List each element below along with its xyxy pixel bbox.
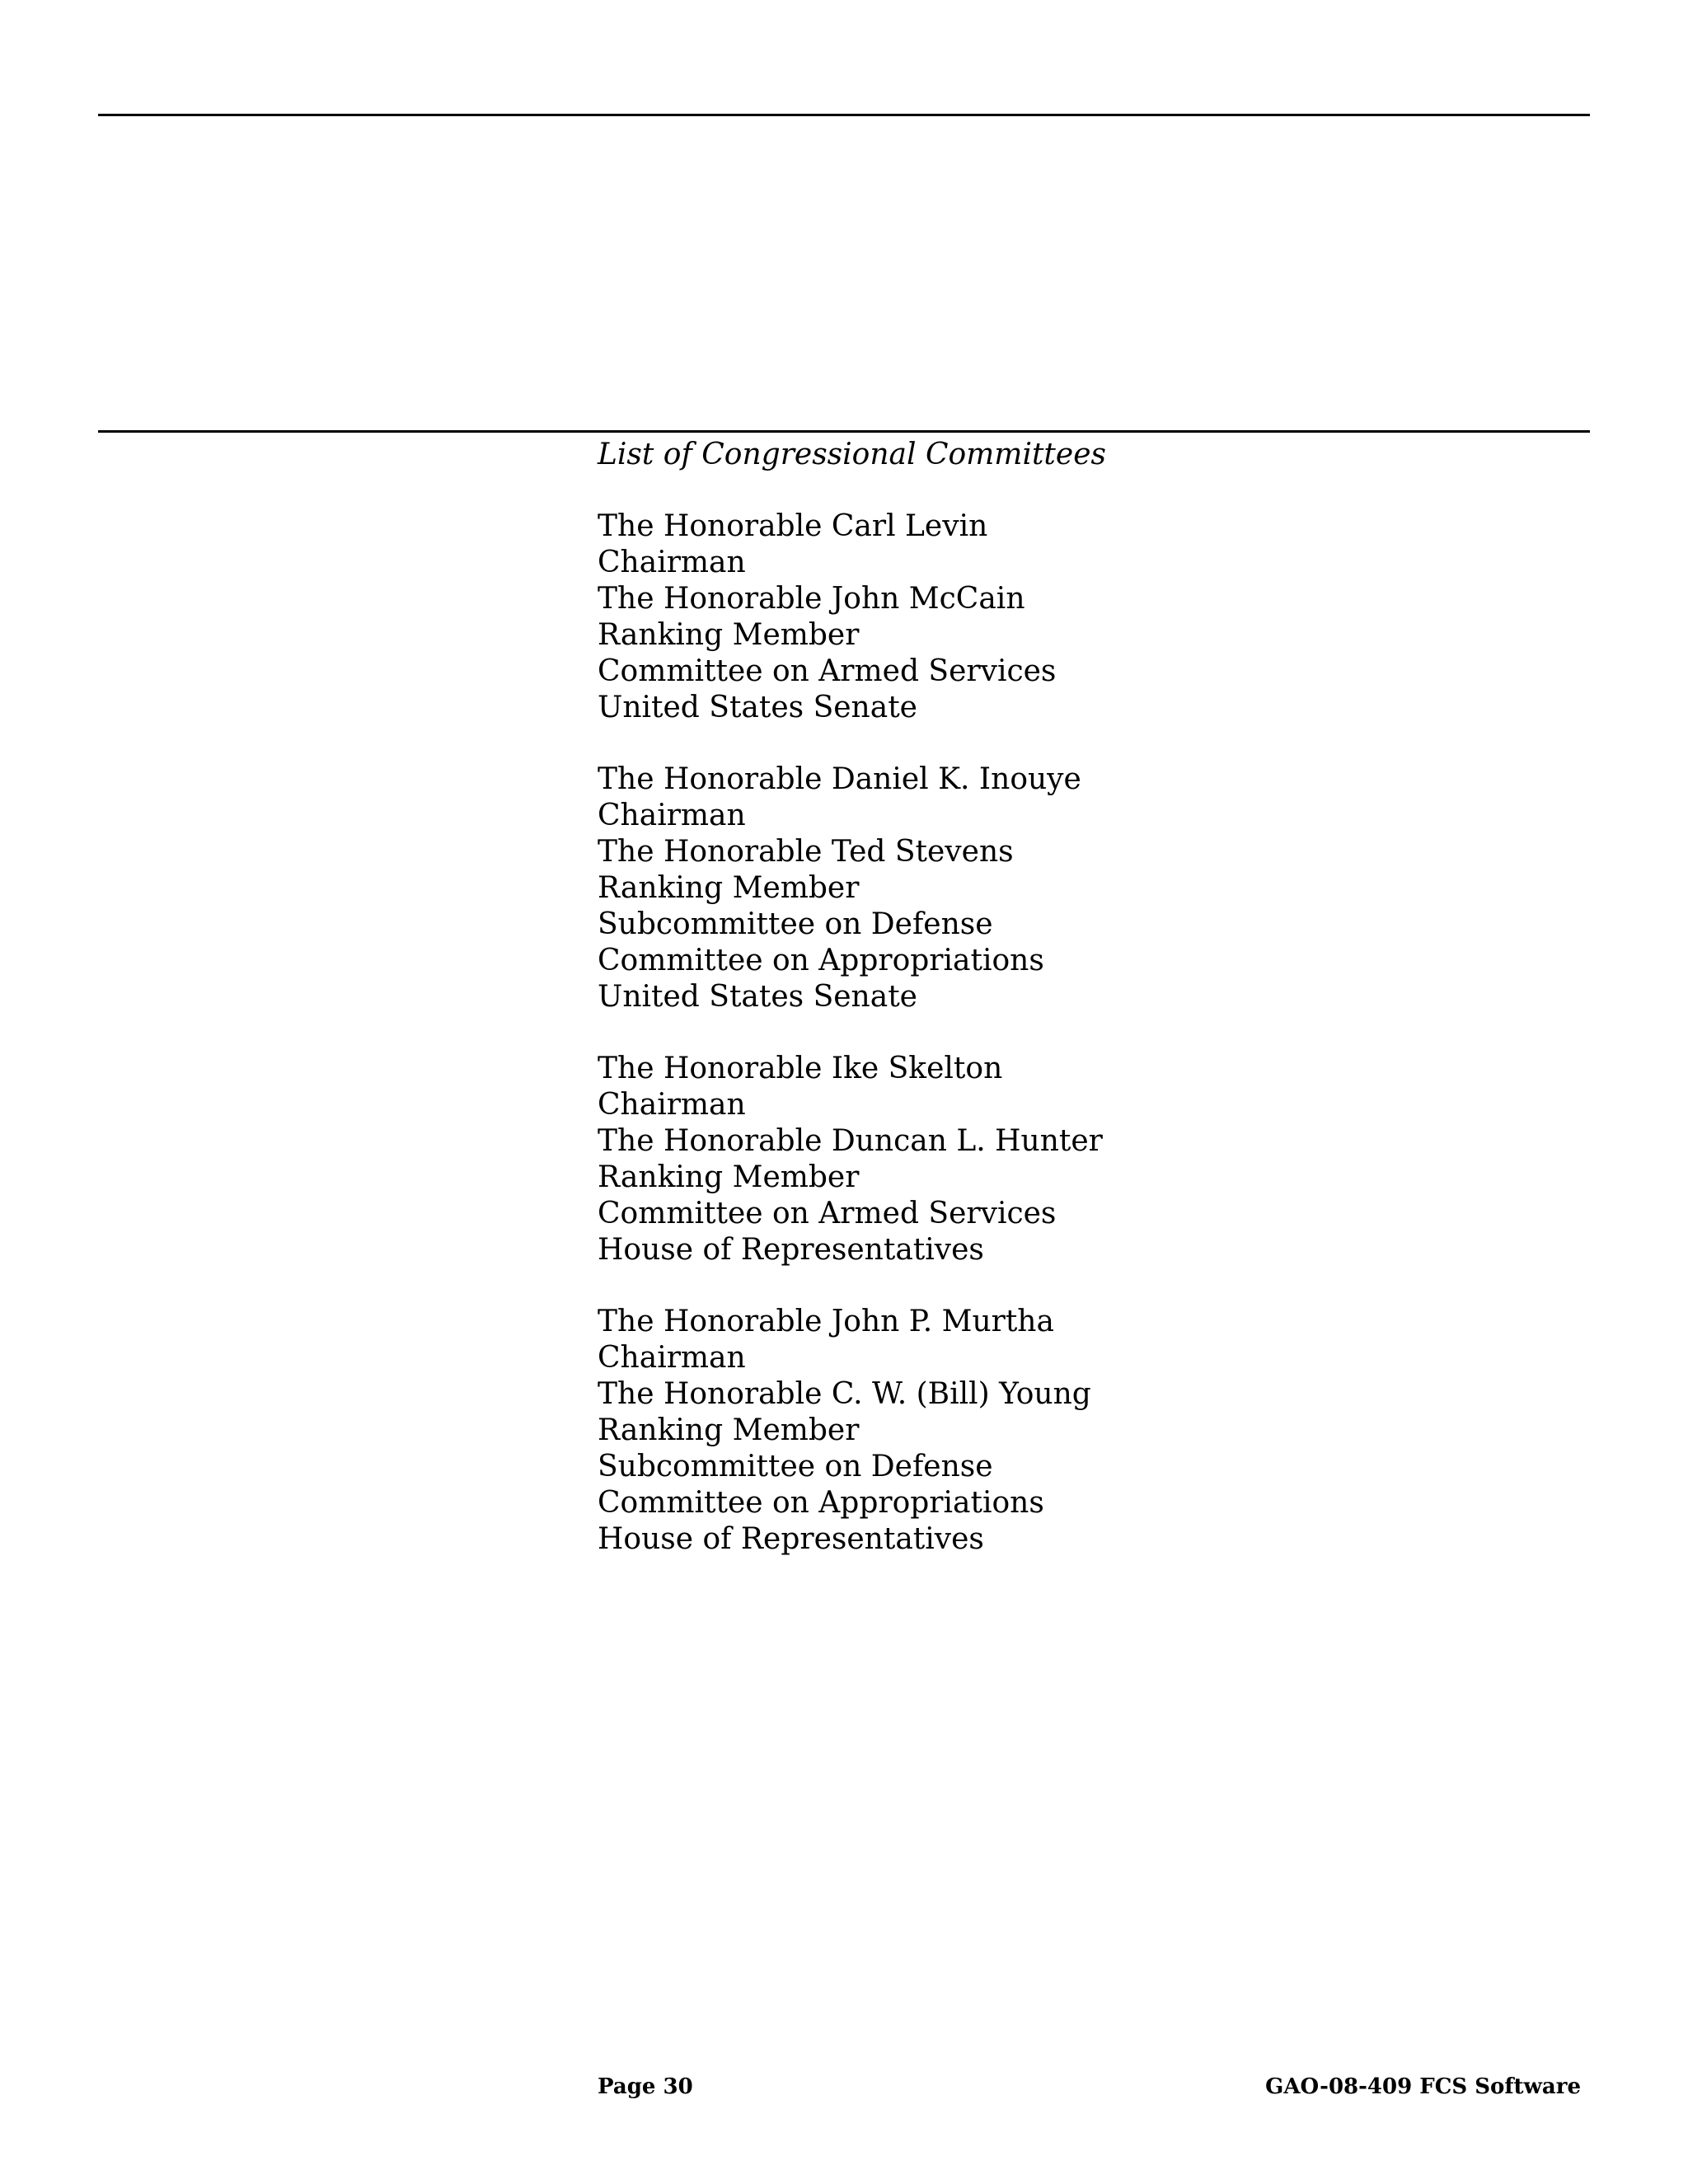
addressee-name: The Honorable Daniel K. Inouye <box>598 762 1081 796</box>
addressee-name: The Honorable Ike Skelton <box>598 1052 1003 1085</box>
chamber-name: House of Representatives <box>598 1522 984 1556</box>
addressee-name: The Honorable C. W. (Bill) Young <box>598 1377 1091 1411</box>
addressee-title: Chairman <box>598 1088 746 1122</box>
committee-list <box>598 437 1545 1558</box>
committee-group <box>598 1304 1545 1558</box>
addressee-name: The Honorable Ted Stevens <box>598 835 1014 869</box>
chamber-name: House of Representatives <box>598 1233 984 1267</box>
list-title: List of Congressional Committees <box>598 438 1106 471</box>
committee-group <box>598 509 1545 726</box>
addressee-name: The Honorable John P. Murtha <box>598 1305 1054 1338</box>
committee-name: Committee on Appropriations <box>598 944 1044 977</box>
committee-group <box>598 762 1545 1015</box>
top-rule <box>98 114 1590 116</box>
committee-group <box>598 1051 1545 1268</box>
page-number: Page 30 <box>598 2074 693 2099</box>
addressee-title: Ranking Member <box>598 1160 860 1194</box>
addressee-title: Ranking Member <box>598 618 860 652</box>
addressee-title: Ranking Member <box>598 871 860 905</box>
section-rule <box>98 430 1590 433</box>
subcommittee-name: Subcommittee on Defense <box>598 1450 993 1483</box>
committee-name: Committee on Armed Services <box>598 654 1057 688</box>
addressee-title: Chairman <box>598 1341 746 1375</box>
addressee-name: The Honorable Carl Levin <box>598 509 988 543</box>
committee-name: Committee on Appropriations <box>598 1486 1044 1520</box>
addressee-name: The Honorable John McCain <box>598 582 1025 616</box>
addressee-title: Ranking Member <box>598 1413 860 1447</box>
subcommittee-name: Subcommittee on Defense <box>598 907 993 941</box>
addressee-title: Chairman <box>598 799 746 832</box>
chamber-name: United States Senate <box>598 691 917 724</box>
report-identifier: GAO-08-409 FCS Software <box>1265 2074 1581 2099</box>
addressee-name: The Honorable Duncan L. Hunter <box>598 1124 1103 1158</box>
committee-name: Committee on Armed Services <box>598 1197 1057 1230</box>
chamber-name: United States Senate <box>598 980 917 1014</box>
addressee-title: Chairman <box>598 546 746 579</box>
